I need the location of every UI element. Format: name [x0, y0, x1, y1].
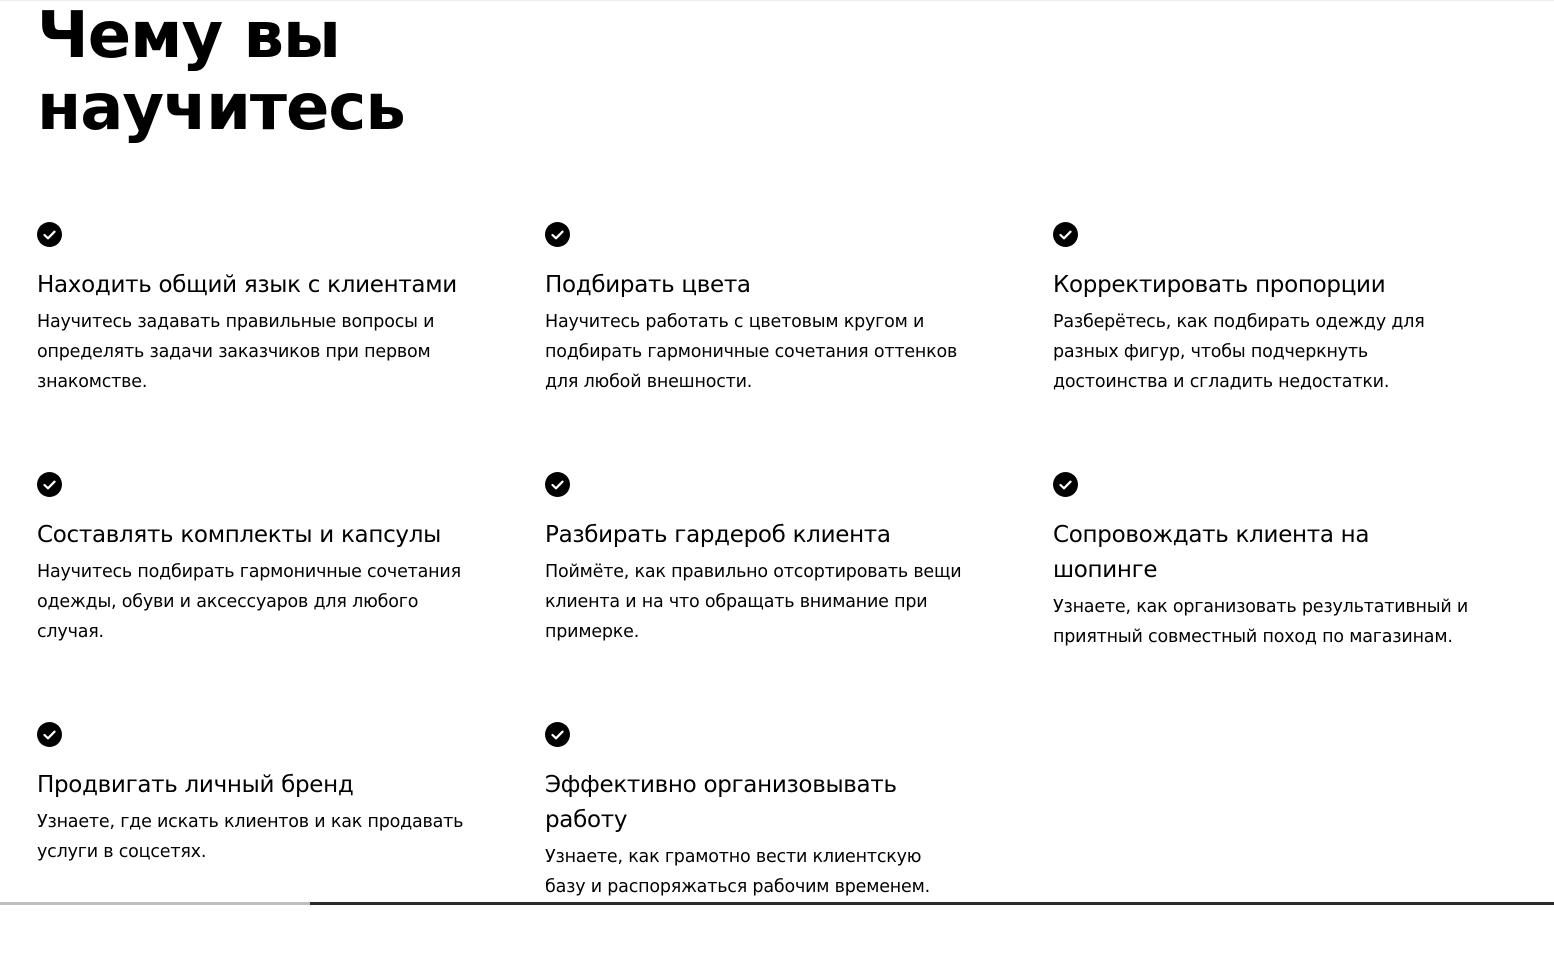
- check-circle-icon: [37, 722, 62, 747]
- skill-item: [1053, 222, 1547, 472]
- section-title: Чему вы научитесь: [37, 0, 405, 145]
- skill-item: [545, 472, 1053, 722]
- skill-item: [37, 722, 545, 972]
- check-circle-icon: [545, 222, 570, 247]
- skills-grid: [37, 222, 1547, 972]
- skill-item: [545, 722, 1053, 972]
- skill-description: Узнаете, как организовать результативный и приятный совместный поход по магазинам.: [1053, 597, 1469, 647]
- skill-description: Научитесь подбирать гармоничные сочетания одежды, обуви и аксессуаров для любого случая.: [37, 562, 461, 642]
- skill-description: Узнаете, как грамотно вести клиентскую базу и распоряжаться рабочим временем.: [545, 847, 930, 897]
- skill-title: Корректировать пропорции: [1053, 272, 1386, 298]
- skill-title: Продвигать личный бренд: [37, 772, 354, 798]
- skill-description: Научитесь задавать правильные вопросы и определять задачи заказчиков при первом знакомстве.: [37, 312, 435, 392]
- check-circle-icon: [37, 472, 62, 497]
- check-circle-icon: [545, 472, 570, 497]
- skill-title: Подбирать цвета: [545, 272, 751, 298]
- skill-title: Разбирать гардероб клиента: [545, 522, 891, 548]
- skill-item: [545, 222, 1053, 472]
- check-circle-icon: [1053, 472, 1078, 497]
- skill-description: Поймёте, как правильно отсортировать вещи клиента и на что обращать внимание при примерке.: [545, 562, 962, 642]
- check-circle-icon: [1053, 222, 1078, 247]
- skill-item: [37, 472, 545, 722]
- skill-title: Находить общий язык с клиентами: [37, 272, 457, 298]
- skill-description: Научитесь работать с цветовым кругом и подбирать гармоничные сочетания оттенков для любой внешности.: [545, 312, 958, 392]
- check-circle-icon: [545, 722, 570, 747]
- skill-description: Узнаете, где искать клиентов и как продавать услуги в соцсетях.: [37, 812, 464, 862]
- check-circle-icon: [37, 222, 62, 247]
- skill-title: Составлять комплекты и капсулы: [37, 522, 441, 548]
- skill-description: Разберётесь, как подбирать одежду для разных фигур, чтобы подчеркнуть достоинства и сгладить недостатки.: [1053, 312, 1425, 392]
- skill-item: [1053, 472, 1547, 722]
- skill-title: Сопровождать клиента на шопинге: [1053, 522, 1370, 583]
- skill-title: Эффективно организовывать работу: [545, 772, 897, 833]
- skill-item: [37, 222, 545, 472]
